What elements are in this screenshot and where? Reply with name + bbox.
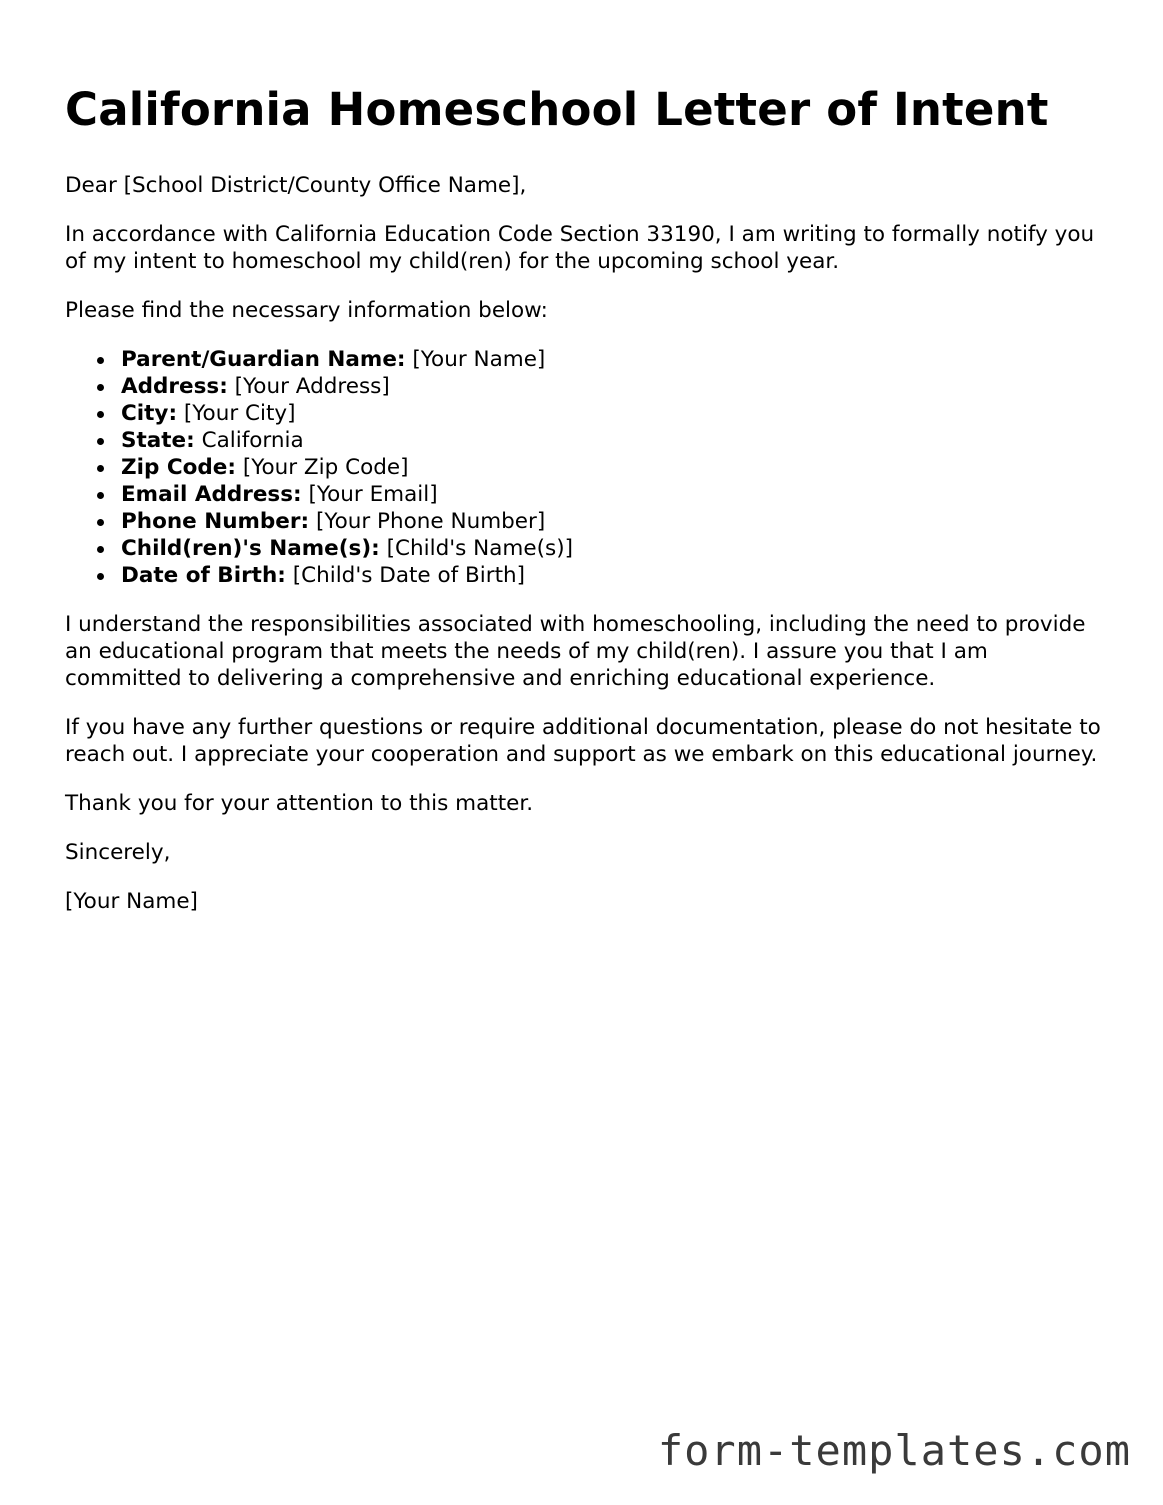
- questions-paragraph: If you have any further questions or require additional documentation, please do not hesitate to reach out. I appreciate your cooperation and support as we embark on this educational journey.: [65, 715, 1101, 767]
- list-item: [121, 346, 1105, 373]
- salutation: Dear [School District/County Office Name],: [65, 173, 527, 198]
- field-label: Email Address:: [121, 482, 302, 507]
- bullet-icon: [97, 438, 104, 445]
- list-item: [121, 535, 1105, 562]
- watermark: form-templates.com: [657, 1426, 1131, 1475]
- list-item: [121, 454, 1105, 481]
- responsibility-paragraph: I understand the responsibilities associated with homeschooling, including the need to provide an educational program that meets the needs of my child(ren). I assure you that I am committed to delivering a comprehensive and enriching educational experience.: [65, 612, 1086, 691]
- info-list: [65, 346, 1105, 589]
- list-item: [121, 427, 1105, 454]
- info-lead: Please find the necessary information below:: [65, 298, 548, 323]
- field-value: [Child's Name(s)]: [386, 536, 573, 561]
- signature-placeholder: [Your Name]: [65, 889, 198, 914]
- field-label: Parent/Guardian Name:: [121, 347, 406, 372]
- field-label: City:: [121, 401, 178, 426]
- bullet-icon: [97, 546, 104, 553]
- bullet-icon: [97, 519, 104, 526]
- field-value: [Your Zip Code]: [242, 455, 409, 480]
- bullet-icon: [97, 411, 104, 418]
- list-item: [121, 562, 1105, 589]
- field-label: State:: [121, 428, 195, 453]
- field-value: [Your Address]: [234, 374, 390, 399]
- field-value: [Child's Date of Birth]: [292, 563, 526, 588]
- bullet-icon: [97, 492, 104, 499]
- intro-paragraph: In accordance with California Education Code Section 33190, I am writing to formally notify you of my intent to homeschool my child(ren) for the upcoming school year.: [65, 222, 1095, 274]
- list-item: [121, 508, 1105, 535]
- list-item: [121, 400, 1105, 427]
- bullet-icon: [97, 573, 104, 580]
- field-value: [Your Email]: [308, 482, 438, 507]
- field-label: Address:: [121, 374, 228, 399]
- field-label: Date of Birth:: [121, 563, 286, 588]
- field-label: Zip Code:: [121, 455, 236, 480]
- field-label: Child(ren)'s Name(s):: [121, 536, 380, 561]
- letter-page: [65, 80, 1105, 937]
- list-item: [121, 373, 1105, 400]
- thanks-paragraph: Thank you for your attention to this matter.: [65, 791, 534, 816]
- closing: Sincerely,: [65, 840, 171, 865]
- page-title: California Homeschool Letter of Intent: [65, 83, 1049, 136]
- bullet-icon: [97, 384, 104, 391]
- field-value: [Your Name]: [412, 347, 546, 372]
- field-value: [Your Phone Number]: [315, 509, 546, 534]
- list-item: [121, 481, 1105, 508]
- field-value: [Your City]: [183, 401, 296, 426]
- bullet-icon: [97, 357, 104, 364]
- field-label: Phone Number:: [121, 509, 310, 534]
- bullet-icon: [97, 465, 104, 472]
- field-value: California: [201, 428, 304, 453]
